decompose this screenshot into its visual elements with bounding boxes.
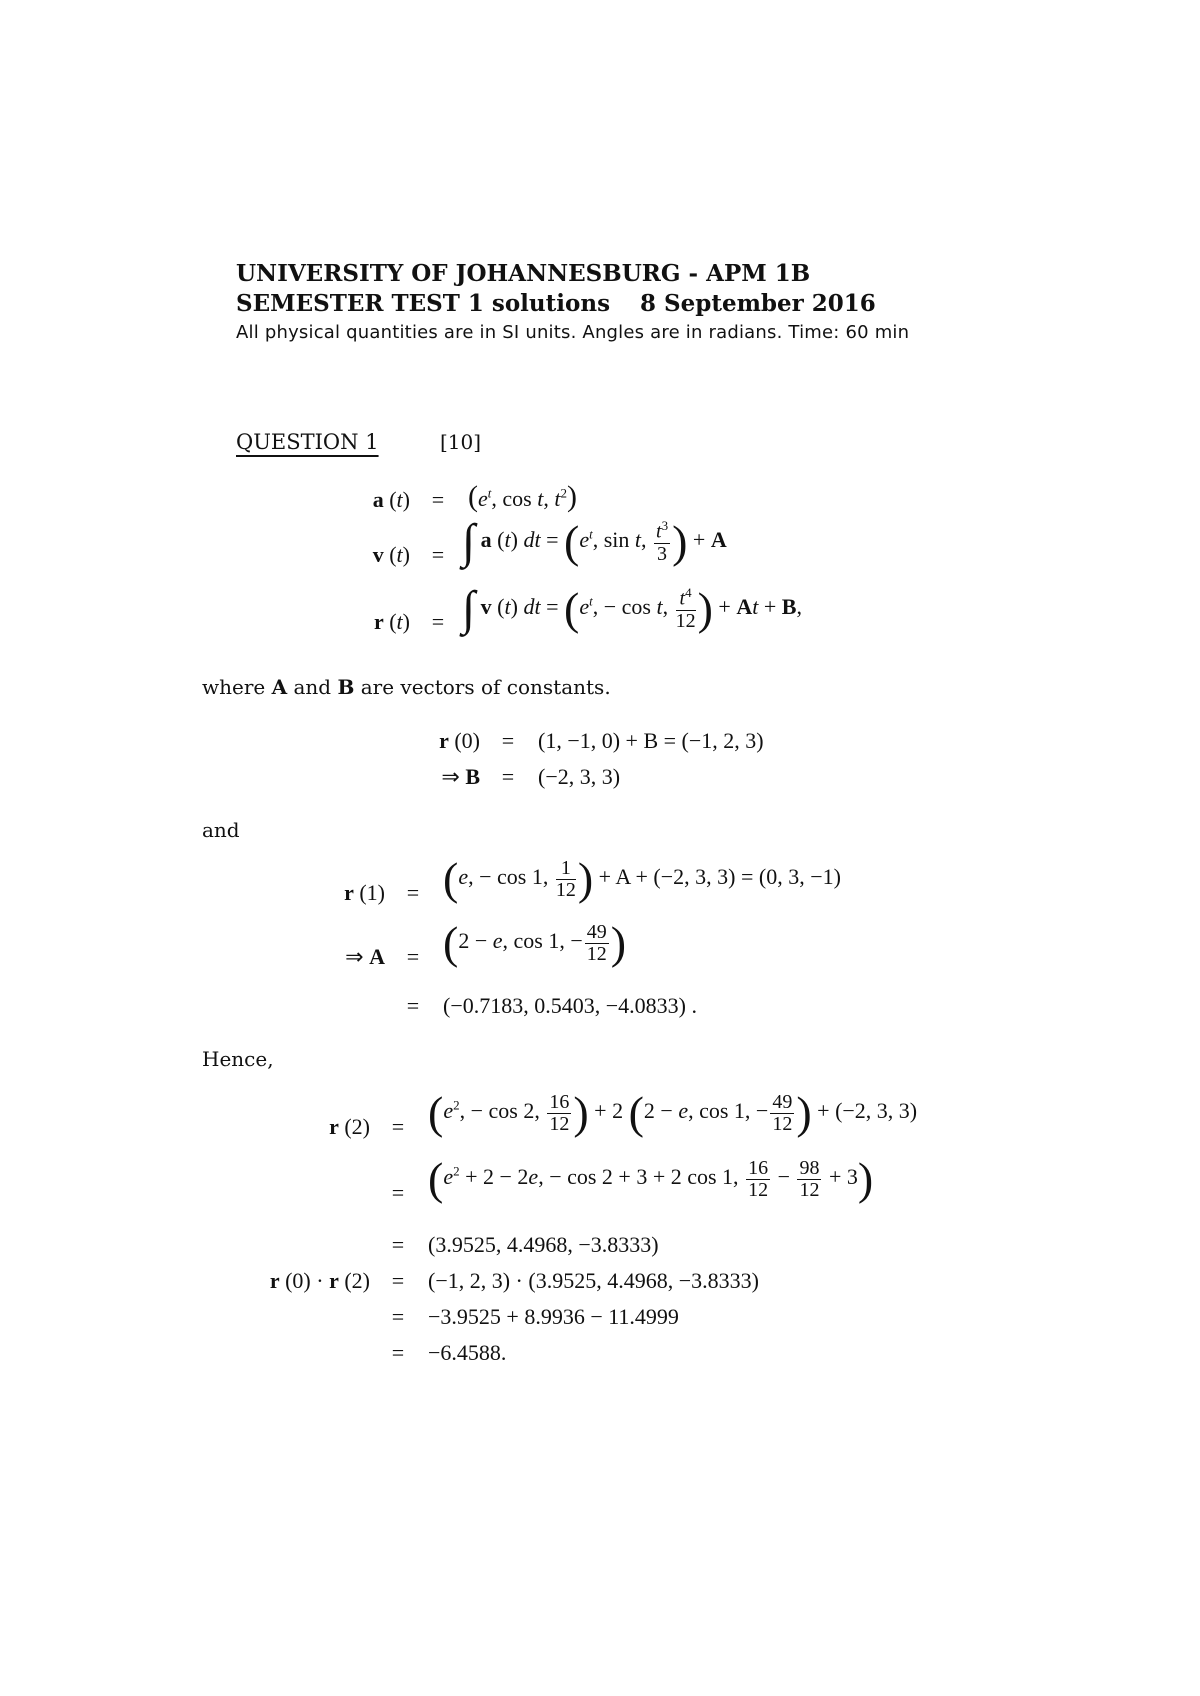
eq-r2-expanded: ($e^2 + 2 - 2e$, − cos 2 + 3 + 2 cos 1, $\frac{16}{12}$ − $\frac{98}{12}$ + 3) xyxy=(428,1153,874,1204)
eq-a-rel: = xyxy=(431,487,445,512)
eq-dot-rhs: (−1, 2, 3) · (3.9525, 4.4968, −3.8333) xyxy=(428,1268,759,1293)
eq-r2-rel: = xyxy=(391,1114,405,1139)
eq-dot-rel: = xyxy=(391,1268,405,1293)
eq-a-rhs: ($e^t$, cos t, $t^2$) xyxy=(468,480,577,513)
eq-r1-rhs: (e, − cos 1, $\frac{1}{12}$ ) + A + (−2, 3, 3) = (0, 3, −1) xyxy=(443,853,841,904)
eq-B-rhs: (−2, 3, 3) xyxy=(538,764,621,789)
eq-A-rel: = xyxy=(406,944,420,969)
eq-r-rhs: ∫ v (t) dt = ($e^t$, − cos t, $\frac{t^4}{12}$ ) + At + B, xyxy=(462,582,802,635)
eq-A-rhs: (2 − e, cos 1, − $\frac{49}{12}$ ) xyxy=(443,917,627,968)
eq-r2-numeric-rel: = xyxy=(391,1232,405,1257)
question-label: QUESTION 1 xyxy=(236,430,379,454)
eq-dot-result: −6.4588. xyxy=(428,1340,507,1365)
where-text: where A and B are vectors of constants. xyxy=(202,675,611,699)
eq-r1-tail: + A + (−2, 3, 3) = (0, 3, −1) xyxy=(598,864,841,890)
eq-B-rel: = xyxy=(501,764,515,789)
eq-r2-numeric: (3.9525, 4.4968, −3.8333) xyxy=(428,1232,659,1257)
header-title: UNIVERSITY OF JOHANNESBURG - APM 1B xyxy=(236,260,811,287)
question-marks: [10] xyxy=(440,430,482,454)
and-text: and xyxy=(202,818,240,842)
header-date: 8 September 2016 xyxy=(640,290,876,317)
eq-r1-rel: = xyxy=(406,880,420,905)
eq-v-rhs: ∫ a (t) dt = ($e^t$, sin t, $\frac{t^3}{3}$ ) + A xyxy=(462,515,727,568)
eq-dot-sum-rel: = xyxy=(391,1304,405,1329)
eq-r2-rhs: ($e^2$, − cos 2, $\frac{16}{12}$ ) + 2 (2 − e, cos 1, − $\frac{49}{12}$ ) + (−2, 3, 3) xyxy=(428,1087,918,1138)
eq-A-numeric-rel: = xyxy=(406,993,420,1018)
header-test-name: SEMESTER TEST 1 solutions xyxy=(236,290,611,317)
eq-dot-result-rel: = xyxy=(391,1340,405,1365)
eq-r0-rel: = xyxy=(501,728,515,753)
eq-r-rel: = xyxy=(431,609,445,634)
eq-r0-rhs: (1, −1, 0) + B = (−1, 2, 3) xyxy=(538,728,764,753)
eq-A-lhs: ⇒ A xyxy=(345,944,385,969)
eq-r0-lhs: r (0) xyxy=(439,728,480,753)
eq-v-rel: = xyxy=(431,542,445,567)
eq-a-lhs: a (t) xyxy=(372,487,410,512)
eq-B-lhs: ⇒ B xyxy=(441,764,480,789)
eq-v-lhs: v (t) xyxy=(372,542,410,567)
eq-r2-expanded-rel: = xyxy=(391,1180,405,1205)
eq-r2-lhs: r (2) xyxy=(329,1114,370,1139)
eq-r1-lhs: r (1) xyxy=(344,880,385,905)
eq-r-lhs: r (t) xyxy=(373,609,410,634)
header-note: All physical quantities are in SI units. Angles are in radians. Time: 60 min xyxy=(236,322,910,343)
eq-dot-sum: −3.9525 + 8.9936 − 11.4999 xyxy=(428,1304,679,1329)
eq-dot-lhs: r (0) · r (2) xyxy=(269,1268,370,1293)
eq-A-numeric: (−0.7183, 0.5403, −4.0833) . xyxy=(443,993,697,1018)
hence-text: Hence, xyxy=(202,1047,274,1071)
